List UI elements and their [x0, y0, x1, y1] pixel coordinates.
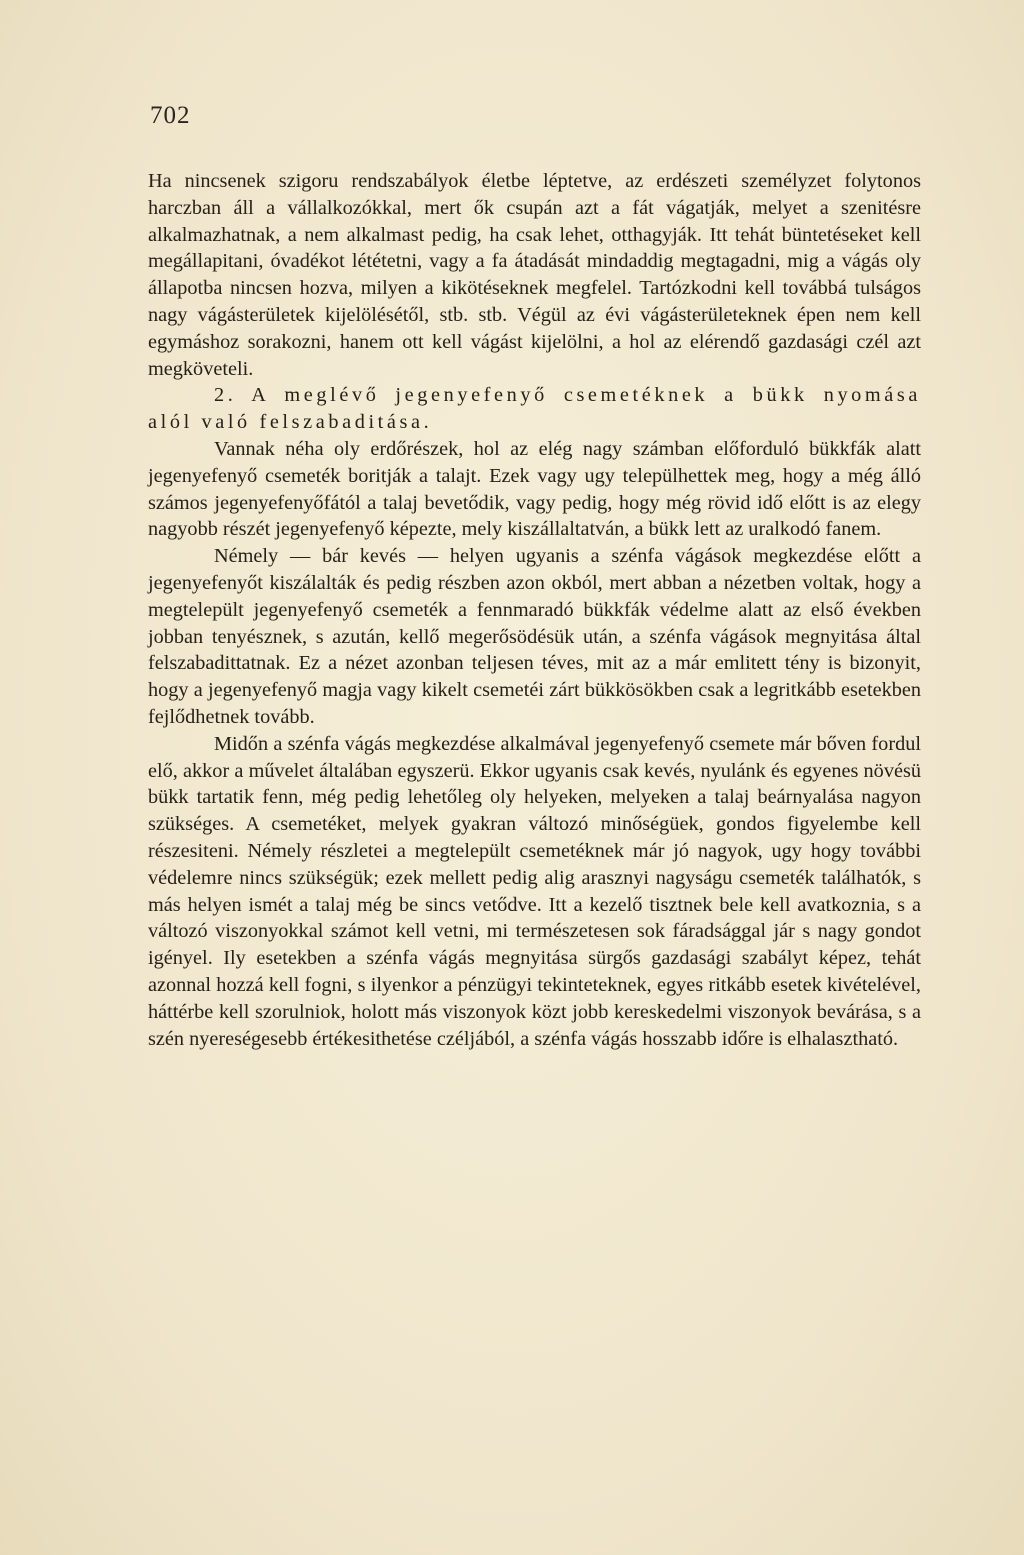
paragraph-1: Ha nincsenek szigoru rendszabályok életbe léptetve, az erdészeti személyzet folytonos harczban áll a vállalkozókkal, mert ők csupán azt a fát vágatják, melyet a szenitésre alkalmazhatnak, a nem alkalmast pedig, ha csak lehet, otthagyják. Itt tehát büntetéseket kell megállapitani, óvadékot lététetni, vagy a fa átadását mindaddig megtagadni, mig a vágás oly állapotba nincsen hozva, milyen a kikötéseknek megfelel. Tartózkodni kell továbbá tulságos nagy vágásterületek kijelölésétől, stb. stb. Végül az évi vágásterületeknek épen nem kell egymáshoz sorakozni, hanem ott kell vágást kijelölni, a hol az elérendő gazdasági czél azt megköveteli.: [148, 170, 921, 380]
paragraph-4: Midőn a szénfa vágás megkezdése alkalmával jegenyefenyő csemete már bőven fordul elő, akkor a művelet általában egyszerü. Ekkor ugyanis csak kevés, nyulánk és egyenes növésü bükk tartatik fenn, még pedig lehetőleg oly helyeken, melyeken a talaj beárnyalása nagyon szükséges. A csemetéket, melyek gyakran változó minőségüek, gondos figyelembe kell részesiteni. Némely részletei a megtelepült csemetéknek már jó nagyok, ugy hogy további védelemre nincs szükségük; ezek mellett pedig alig arasznyi nagyságu csemeték találhatók, s más helyen ismét a talaj még be sincs vetődve. Itt a kezelő tisztnek bele kell avatkoznia, s a változó viszonyokkal számot kell vetni, mi természetesen sok fáradsággal jár s nagy gondot igényel. Ily esetekben a szénfa vágás megnyitása sürgős gazdasági szabályt képez, tehát azonnal hozzá kell fogni, s ilyenkor a pénzügyi tekinteteknek, egyes ritkább esetek kivételével, háttérbe kell szorulniok, holott más viszonyok közt jobb kereskedelmi viszonyok bevárása, s a szén nyereségesebb értékesithetése czéljából, a szénfa vágás hosszabb időre is elhalasztható.: [148, 732, 921, 1050]
page-number: 702: [150, 102, 191, 129]
section-heading: 2. A meglévő jegenyefenyő csemetéknek a bükk nyomása alól való felszabaditása.: [148, 384, 921, 434]
paragraph-2: Vannak néha oly erdőrészek, hol az elég nagy számban előforduló bükkfák alatt jegenyefenyő csemeték boritják a talajt. Ezek vagy ugy települhettek meg, hogy a még álló számos jegenyefenyőfától a talaj bevetődik, vagy pedig, hogy még rövid idő előtt is az elegy nagyobb részét jegenyefenyő képezte, mely kiszállaltatván, a bükk lett az uralkodó fanem.: [148, 437, 921, 541]
body-text: [148, 168, 921, 1052]
paragraph-3: Némely — bár kevés — helyen ugyanis a szénfa vágások megkezdése előtt a jegenyefenyőt kiszálalták és pedig részben azon okból, mert abban a nézetben voltak, hogy a megtelepült jegenyefenyő csemeték a fennmaradó bükkfák védelme alatt az első években jobban tenyésznek, s azután, kellő megerősödésük után, a szénfa vágások megnyitása által felszabadittatnak. Ez a nézet azonban teljesen téves, mit az a már emlitett tény is bizonyit, hogy a jegenyefenyő magja vagy kikelt csemetéi zárt bükkösökben csak a legritkább esetekben fejlődhetnek tovább.: [148, 545, 921, 728]
